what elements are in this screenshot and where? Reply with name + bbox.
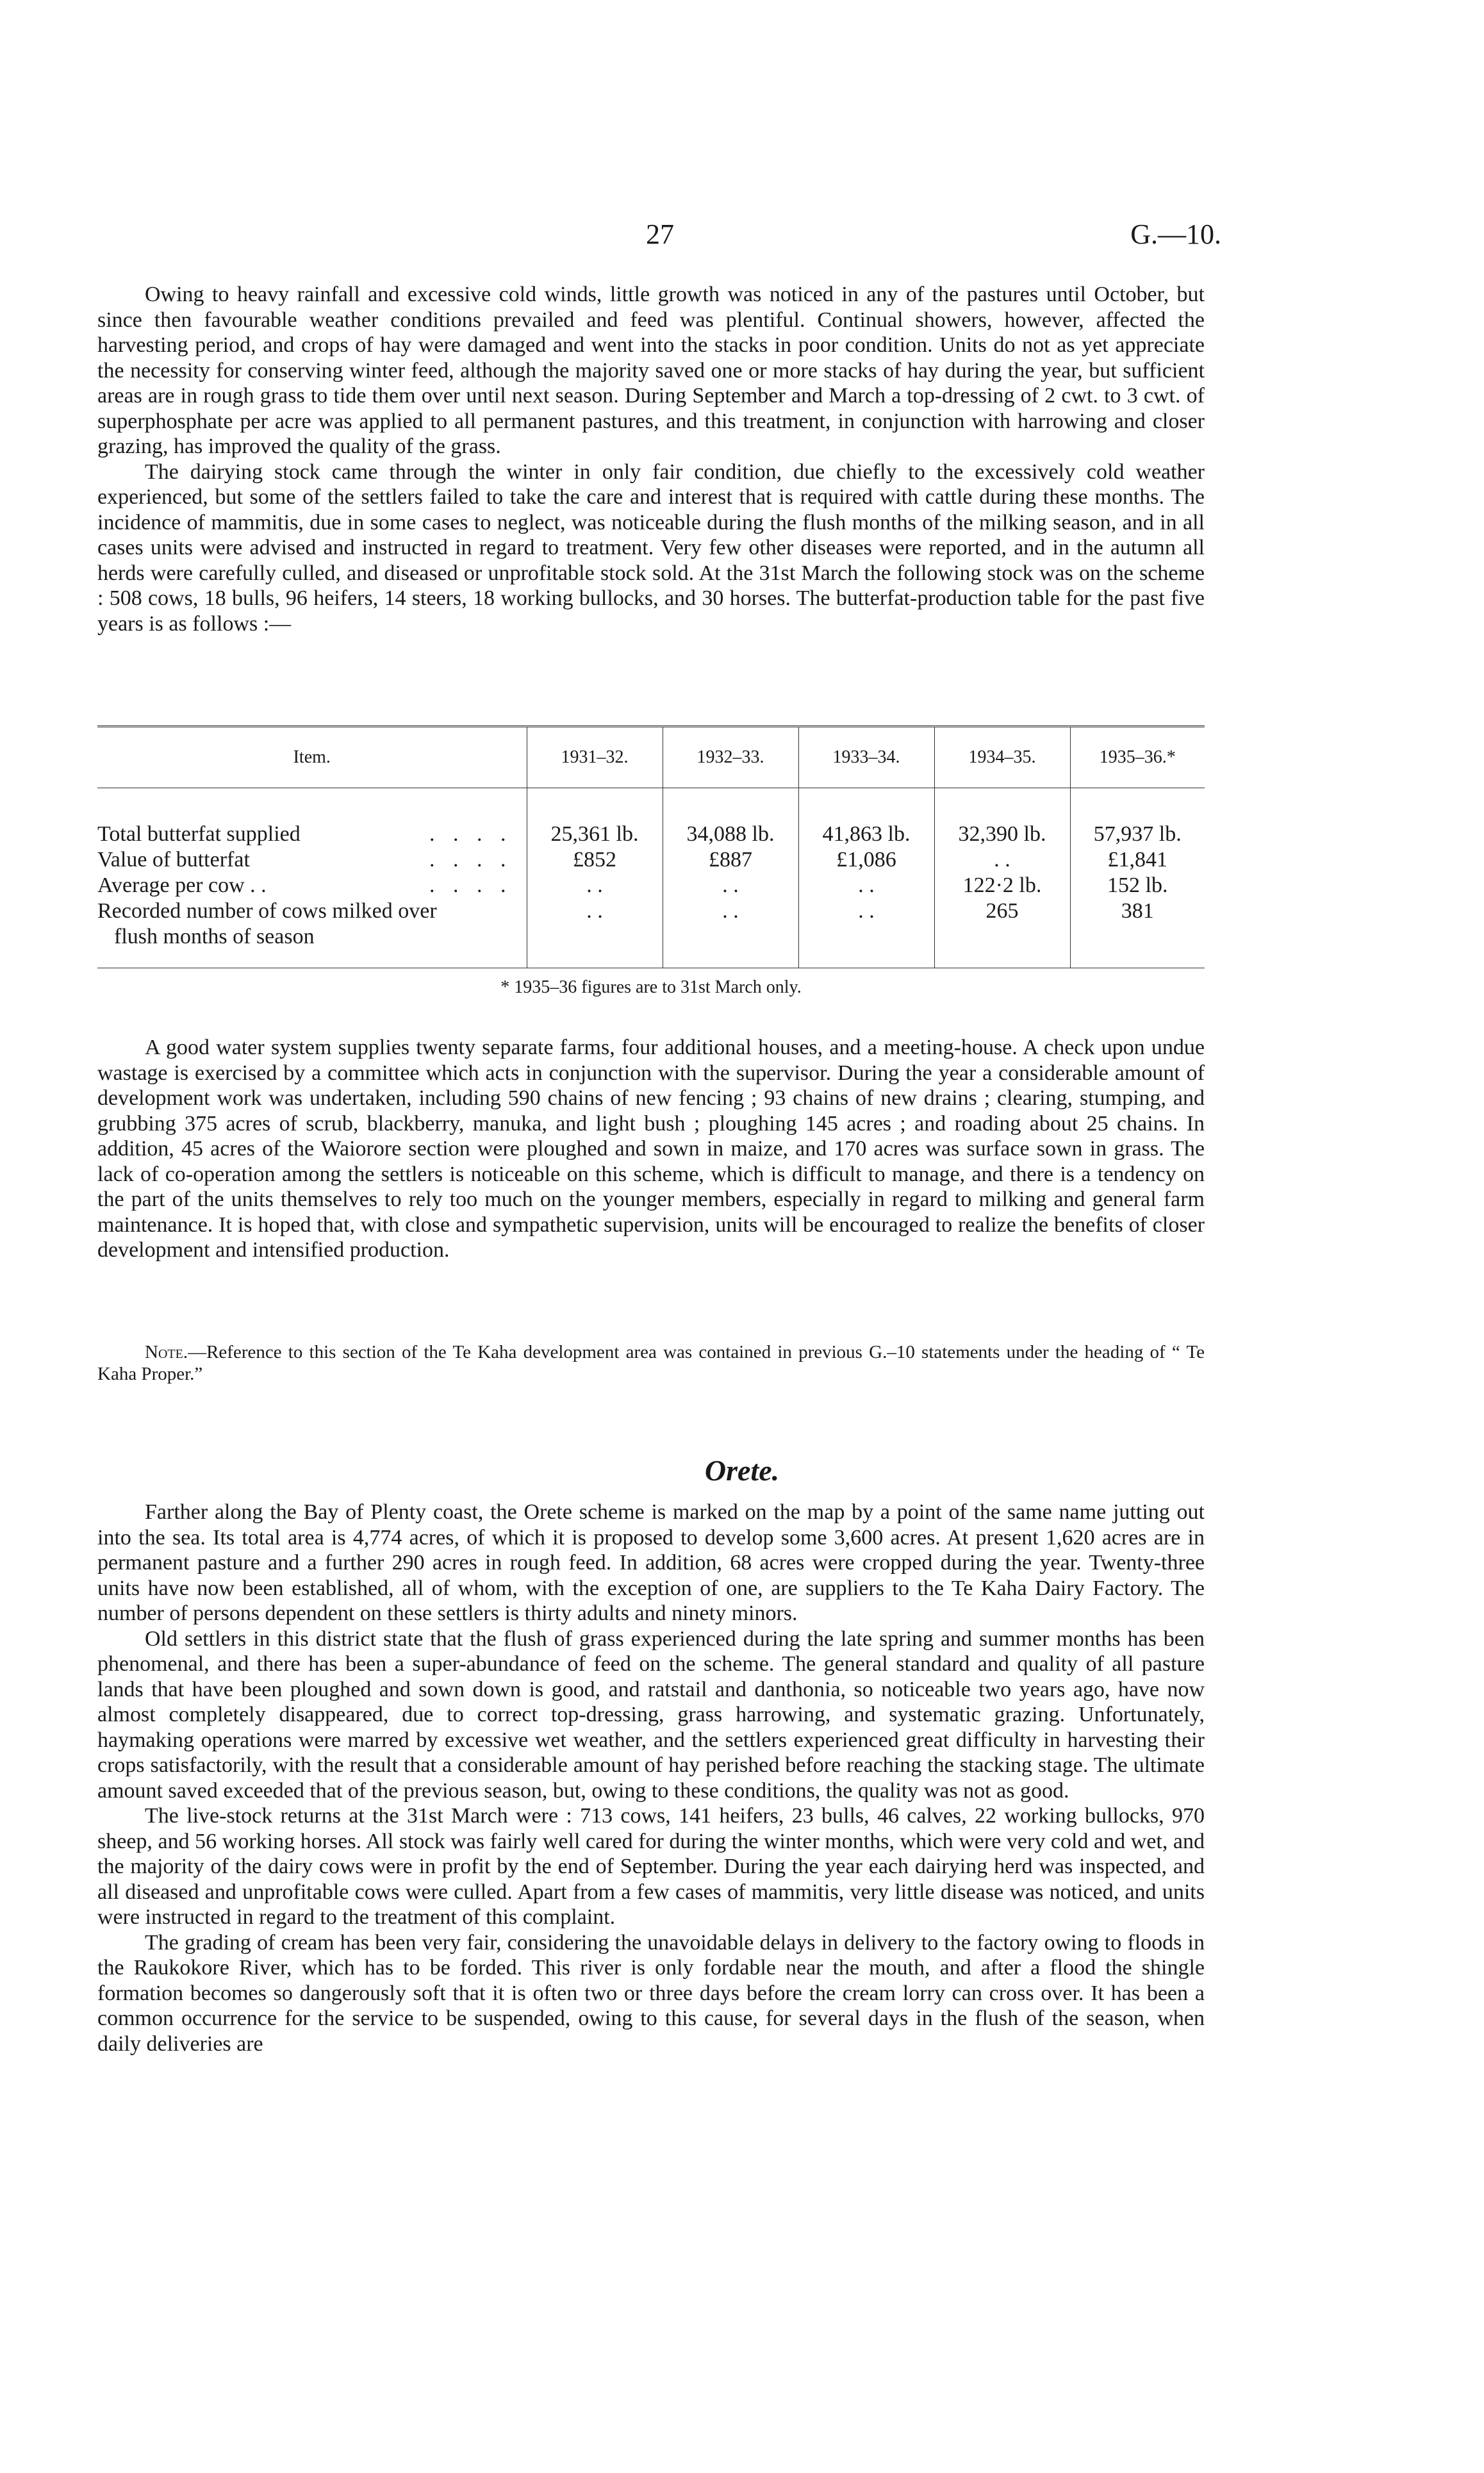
value-cell: 152 lb. <box>1070 873 1205 898</box>
column-header: 1931–32. <box>527 727 663 788</box>
value-cell: . . <box>663 873 798 898</box>
value-cell: . . <box>663 898 798 968</box>
table-row <box>97 873 1205 898</box>
value-cell: 34,088 lb. <box>663 788 798 848</box>
item-cell <box>97 847 527 873</box>
item-label: Recorded number of cows milked over <box>97 899 437 923</box>
value-cell: 41,863 lb. <box>798 788 934 848</box>
value-cell: 265 <box>934 898 1070 968</box>
value-cell: £852 <box>527 847 663 873</box>
value-cell: . . <box>798 898 934 968</box>
value-cell: 57,937 lb. <box>1070 788 1205 848</box>
paragraph: Owing to heavy rainfall and excessive cold winds, little growth was noticed in any of the pastures until October, but since then favourable weather conditions prevailed and feed was plentiful. Continual showers, however, affected the harvesting period, and crops of hay were damaged and went into the stacks in poor condition. Units do not as yet appreciate the necessity for conserving winter feed, although the majority saved one or more stacks of hay during the year, but sufficient areas are in rough grass to tide them over until next season. During September and March a top-dressing of 2 cwt. to 3 cwt. of superphosphate per acre was applied to all permanent pastures, and this treatment, in conjunction with harrowing and closer grazing, has improved the quality of the grass. <box>97 283 1205 458</box>
page-number: 27 <box>646 219 674 250</box>
document-reference: G.—10. <box>1130 219 1221 250</box>
leader-dots: . . . . <box>429 848 513 872</box>
paragraph: The dairying stock came through the winter in only fair condition, due chiefly to the excessively cold weather experienced, but some of the settlers failed to take the care and interest that is required with cattle during these months. The incidence of mammitis, due in some cases to neglect, was noticeable during the flush months of the milking season, and in all cases units were advised and instructed in regard to treatment. Very few other diseases were reported, and in the autumn all herds were carefully culled, and diseased or unprofitable stock sold. At the 31st March the following stock was on the scheme : 508 cows, 18 bulls, 96 heifers, 14 steers, 18 working bullocks, and 30 horses. The butterfat-production table for the past five years is as follows :— <box>97 459 1205 636</box>
value-cell: 32,390 lb. <box>934 788 1070 848</box>
column-header: 1933–34. <box>798 727 934 788</box>
item-label: Average per cow . . <box>97 873 267 897</box>
paragraph: Old settlers in this district state that the flush of grass experienced during the late spring and summer months has been phenomenal, and there has been a super-abundance of feed on the scheme. The general standard and quality of all pasture lands that have been ploughed and sown down is good, and ratstail and danthonia, so noticeable two years ago, have now almost completely disappeared, due to correct top-dressing, grass harrowing, and systematic grazing. Unfortunately, haymaking operations were marred by excessive wet weather, and the settlers experienced great difficulty in harvesting their crops satisfactorily, with the result that a considerable amount of hay perished before reaching the stacking stage. The ultimate amount saved exceeded that of the previous season, but, owing to these conditions, the quality was not as good. <box>97 1626 1205 1803</box>
value-cell: £1,086 <box>798 847 934 873</box>
leader-dots: . . . . <box>429 822 513 846</box>
orete-text <box>97 1500 1205 2056</box>
column-header: Item. <box>97 727 527 788</box>
paragraph: A good water system supplies twenty separate farms, four additional houses, and a meeting-house. A check upon undue wastage is exercised by a committee which acts in conjunction with the supervisor. During the year a considerable amount of development work was undertaken, including 590 chains of new fencing ; 93 chains of new drains ; clearing, stumping, and grubbing 375 acres of scrub, blackberry, manuka, and light bush ; ploughing 145 acres ; and roading about 25 chains. In addition, 45 acres of the Waiorore section were ploughed and sown in maize, and 170 acres was surface sown in grass. The lack of co-operation among the settlers is noticeable on this scheme, which is difficult to manage, and there is a tendency on the part of the units themselves to rely too much on the younger members, especially in regard to milking and general farm maintenance. It is hoped that, with close and sympathetic supervision, units will be encouraged to realize the benefits of closer development and intensified production. <box>97 1036 1205 1262</box>
item-label: Value of butterfat <box>97 848 250 872</box>
item-label-continuation: flush months of season <box>114 925 315 948</box>
item-label: Total butterfat supplied <box>97 822 301 846</box>
value-cell: £887 <box>663 847 798 873</box>
value-cell: 381 <box>1070 898 1205 968</box>
leader-dots: . . . . <box>429 873 513 897</box>
value-cell: . . <box>798 873 934 898</box>
table-header-row <box>97 727 1205 788</box>
value-cell: 122·2 lb. <box>934 873 1070 898</box>
table-footnote: * 1935–36 figures are to 31st March only. <box>500 977 802 997</box>
paragraph: Farther along the Bay of Plenty coast, the Orete scheme is marked on the map by a point of the same name jutting out into the sea. Its total area is 4,774 acres, of which it is proposed to develop some 3,600 acres. At present 1,620 acres are in permanent pasture and a further 290 acres in rough feed. In addition, 68 acres were cropped during the year. Twenty-three units have now been established, all of whom, with the exception of one, are suppliers to the Te Kaha Dairy Factory. The number of persons dependent on these settlers is thirty adults and ninety minors. <box>97 1500 1205 1625</box>
item-cell <box>97 873 527 898</box>
value-cell: . . <box>934 847 1070 873</box>
intro-text <box>97 282 1205 636</box>
table-row <box>97 847 1205 873</box>
item-cell <box>97 788 527 848</box>
table-row <box>97 788 1205 848</box>
butterfat-table <box>97 725 1205 968</box>
item-cell <box>97 898 527 968</box>
table-row <box>97 898 1205 968</box>
value-cell: 25,361 lb. <box>527 788 663 848</box>
note-label: Note. <box>145 1342 188 1362</box>
water-system-text <box>97 1035 1205 1263</box>
note-text: —Reference to this section of the Te Kaha development area was contained in previous G.–10 statements under the heading of “ Te Kaha Proper.” <box>97 1342 1205 1384</box>
section-heading-orete: Orete. <box>704 1454 780 1487</box>
column-header: 1934–35. <box>934 727 1070 788</box>
value-cell: . . <box>527 873 663 898</box>
column-header: 1935–36.* <box>1070 727 1205 788</box>
value-cell: £1,841 <box>1070 847 1205 873</box>
butterfat-table-section <box>97 725 1205 998</box>
value-cell: . . <box>527 898 663 968</box>
note <box>97 1341 1205 1385</box>
paragraph: The grading of cream has been very fair, considering the unavoidable delays in delivery to the factory owing to floods in the Raukokore River, which has to be forded. This river is only fordable near the mouth, and after a flood the shingle formation becomes so dangerously soft that it is often two or three days before the cream lorry can cross over. It has been a common occurrence for the service to be suspended, owing to this cause, for several days in the flush of the season, when daily deliveries are <box>97 1930 1205 2056</box>
column-header: 1932–33. <box>663 727 798 788</box>
paragraph: The live-stock returns at the 31st March were : 713 cows, 141 heifers, 23 bulls, 46 calves, 22 working bullocks, 970 sheep, and 56 working horses. All stock was fairly well cared for during the winter months, which were very cold and wet, and the majority of the dairy cows were in profit by the end of September. During the year each dairying herd was inspected, and all diseased and unprofitable cows were culled. Apart from a few cases of mammitis, very little disease was noticed, and units were instructed in regard to the treatment of this complaint. <box>97 1804 1205 1929</box>
